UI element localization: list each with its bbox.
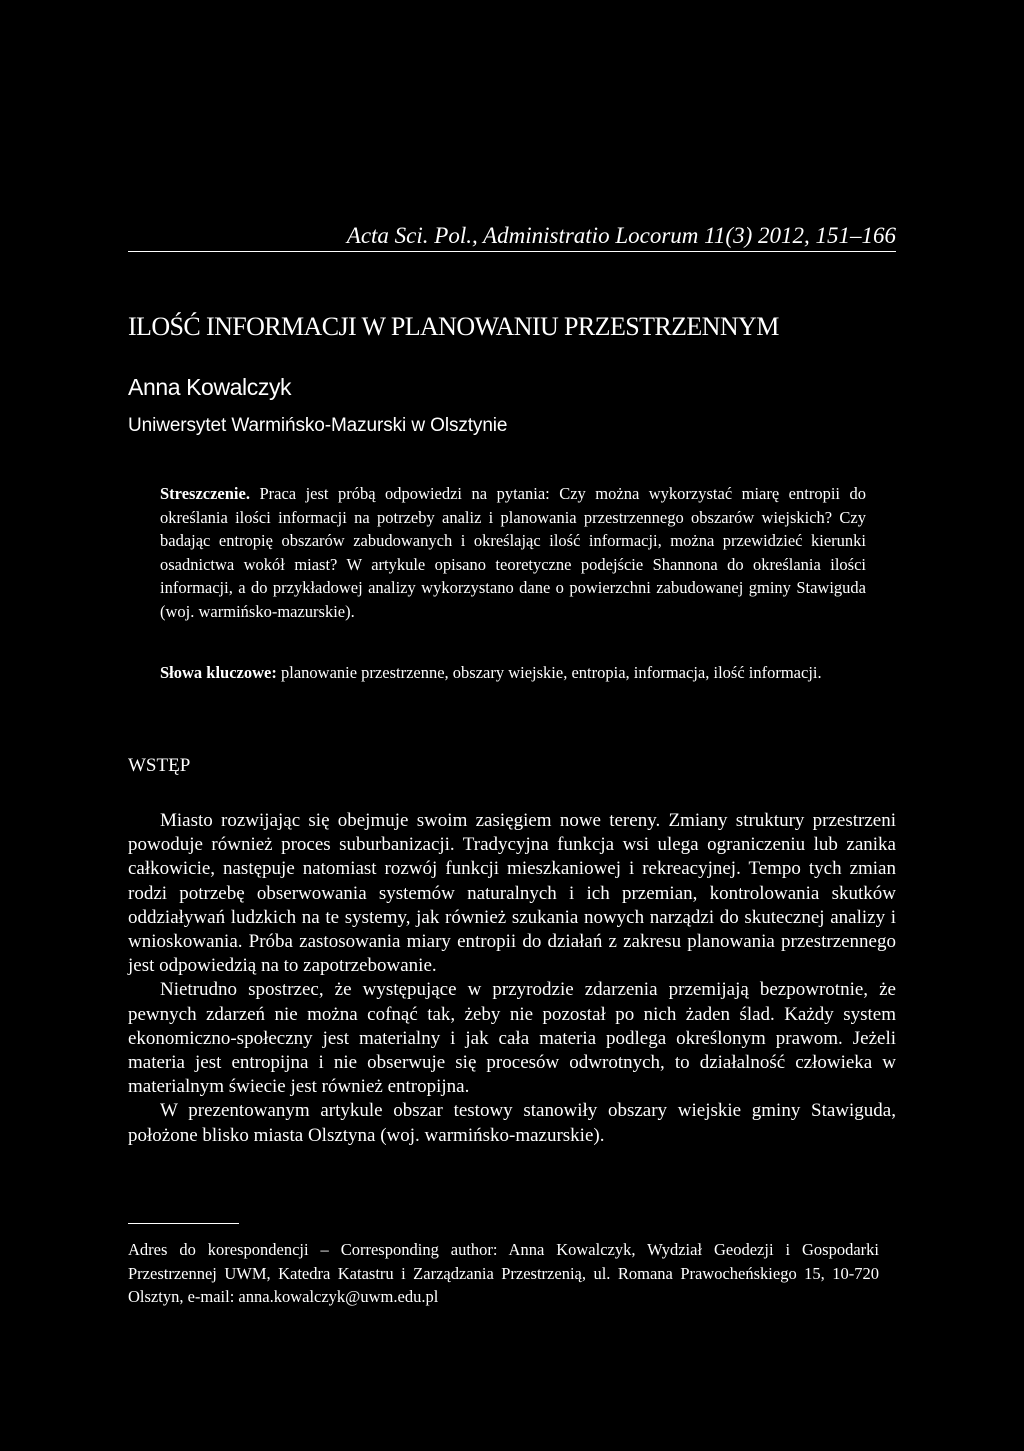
header-rule [128,251,896,252]
abstract-label: Streszczenie. [160,484,250,503]
author-affiliation: Uniwersytet Warmińsko-Mazurski w Olsztynie [128,415,508,436]
author-name: Anna Kowalczyk [128,374,292,400]
keywords-label: Słowa kluczowe: [160,663,277,682]
abstract [160,482,866,623]
journal-citation: Acta Sci. Pol., Administratio Locorum 11(3) 2012, 151–166 [346,223,896,248]
footnote-rule [128,1223,239,1224]
keywords [160,661,866,685]
section-heading: WSTĘP [128,755,191,776]
body-paragraph: Nietrudno spostrzec, że występujące w przyrodzie zdarzenia przemijają bezpowrotnie, że pewnych zdarzeń nie można cofnąć tak, żeby nie pozostał po nich żaden ślad. Każdy system ekonomiczno-społeczny jest materialny i jak cała materia podlega określonym prawom. Jeżeli materia jest entropijna i nie obserwuje się procesów odwrotnych, to działalność człowieka w materialnym świecie jest również entropijna. [128,979,896,1098]
body-text [128,809,896,1148]
body-paragraph: W prezentowanym artykule obszar testowy stanowiły obszary wiejskie gminy Stawiguda, położone blisko miasta Olsztyna (woj. warmińsko-mazurskie). [128,1100,896,1146]
keywords-text: planowanie przestrzenne, obszary wiejskie, entropia, informacja, ilość informacji. [276,663,822,682]
footnote: Adres do korespondencji – Corresponding author: Anna Kowalczyk, Wydział Geodezji i Gospodarki Przestrzennej UWM, Katedra Katastru i Zarządzania Przestrzenią, ul. Romana Prawocheńskiego 15, 10-720 Olsztyn, e-mail: anna.kowalczyk@uwm.edu.pl [128,1240,879,1306]
body-paragraph: Miasto rozwijając się obejmuje swoim zasięgiem nowe tereny. Zmiany struktury przestrzeni powoduje również proces suburbanizacji. Tradycyjna funkcja wsi ulega ograniczeniu lub zanika całkowicie, następuje natomiast rozwój funkcji mieszkaniowej i rekreacyjnej. Tempo tych zmian rodzi potrzebę obserwowania systemów naturalnych i ich przemian, kontrolowania skutków oddziaływań ludzkich na te systemy, jak również szukania nowych narządzi do skutecznej analizy i wnioskowania. Próba zastosowania miary entropii do działań z zakresu planowania przestrzennego jest odpowiedzią na to zapotrzebowanie. [128,810,896,977]
abstract-text: Praca jest próbą odpowiedzi na pytania: Czy można wykorzystać miarę entropii do określania ilości informacji na potrzeby analiz i planowania przestrzennego obszarów wiejskich? Czy badając entropię obszarów zabudowanych i określając ilość informacji, można przewidzieć kierunki osadnictwa wokół miast? W artykule opisano teoretyczne podejście Shannona do określania ilości informacji, a do przykładowej analizy wykorzystano dane o powierzchni zabudowanej gminy Stawiguda (woj. warmińsko-mazurskie). [160,484,866,621]
article-title: ILOŚĆ INFORMACJI W PLANOWANIU PRZESTRZENNYM [128,312,779,341]
